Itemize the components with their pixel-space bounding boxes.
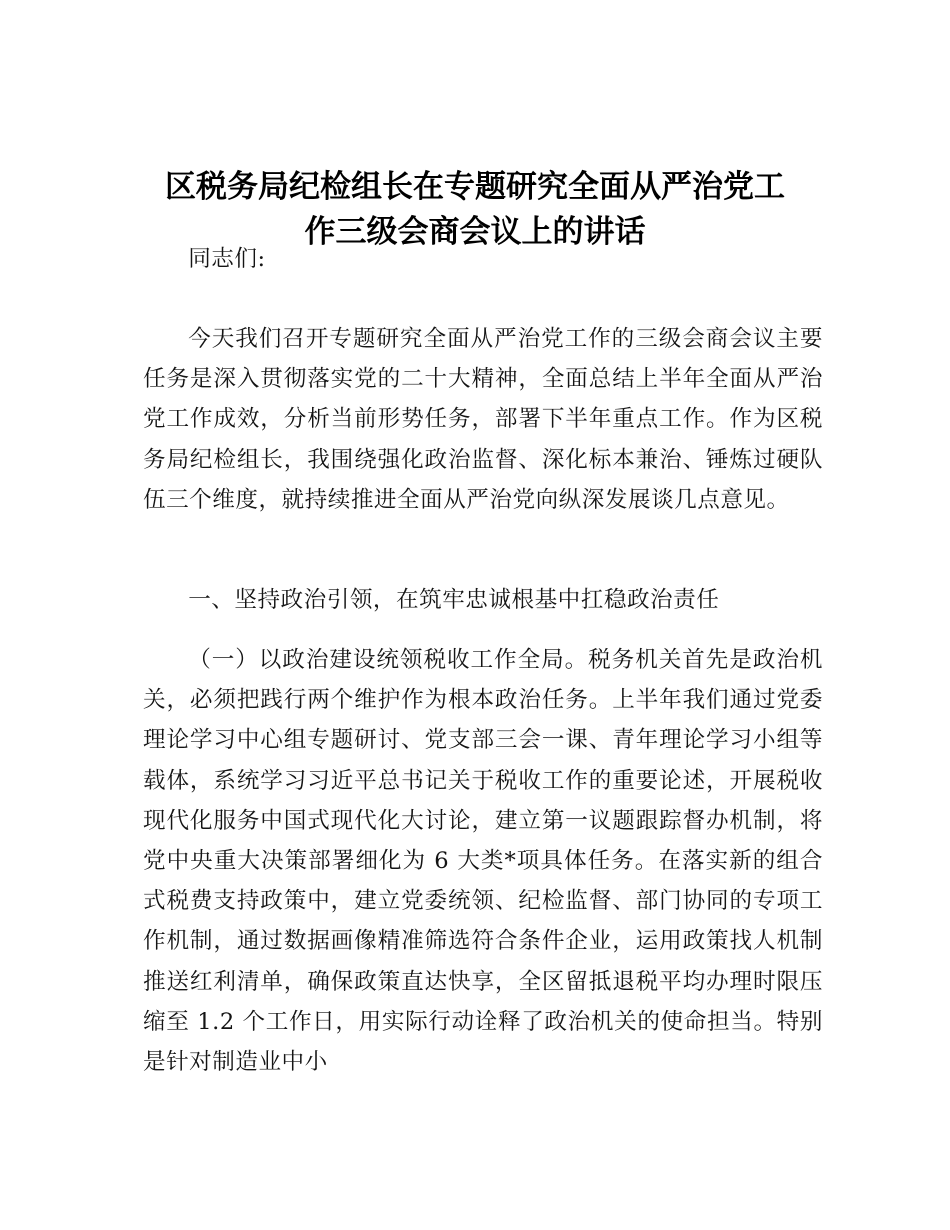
intro-paragraph: 今天我们召开专题研究全面从严治党工作的三级会商会议主要任务是深入贯彻落实党的二十大精神，全面总结上半年全面从严治党工作成效，分析当前形势任务，部署下半年重点工作。作为区税务局纪检组长，我围绕强化政治监督、深化标本兼治、锤炼过硬队伍三个维度，就持续推进全面从严治党向纵深发展谈几点意见。 <box>143 326 823 513</box>
document-title-line-2: 作三级会商会议上的讲话 <box>304 214 646 250</box>
section-heading-1: 一、坚持政治引领，在筑牢忠诚根基中扛稳政治责任 <box>188 587 720 613</box>
salutation: 同志们: <box>188 246 266 272</box>
subsection-paragraph-1: （一）以政治建设统领税收工作全局。税务机关首先是政治机关，必须把践行两个维护作为根本政治任务。上半年我们通过党委理论学习中心组专题研讨、党支部三会一课、青年理论学习小组等载体，系统学习习近平总书记关于税收工作的重要论述，开展税收现代化服务中国式现代化大讨论，建立第一议题跟踪督办机制，将党中央重大决策部署细化为 6 大类*项具体任务。在落实新的组合式税费支持政策中，建立党委统领、纪检监督、部门协同的专项工作机制，通过数据画像精准筛选符合条件企业，运用政策找人机制推送红利清单，确保政策直达快享，全区留抵退税平均办理时限压缩至 1.2 个工作日，用实际行动诠释了政治机关的使命担当。特别是针对制造业中小 <box>143 647 823 1076</box>
document-title-line-1: 区税务局纪检组长在专题研究全面从严治党工 <box>165 169 785 205</box>
